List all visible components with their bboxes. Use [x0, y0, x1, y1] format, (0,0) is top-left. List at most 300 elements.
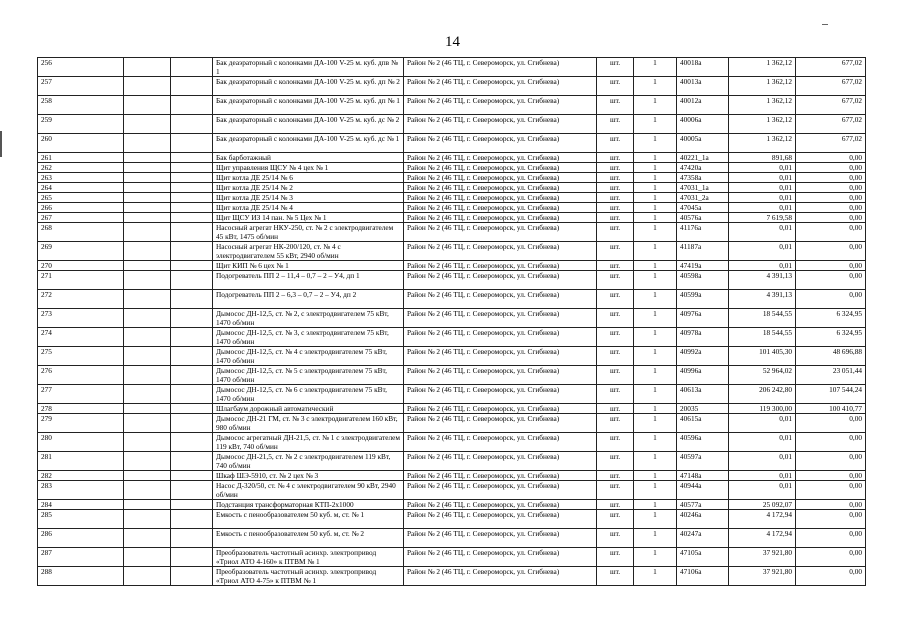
- empty-cell: [124, 328, 171, 347]
- item-location: Район № 2 (46 ТЦ, г. Североморск, ул. Сгибнева): [404, 471, 597, 481]
- item-location: Район № 2 (46 ТЦ, г. Североморск, ул. Сгибнева): [404, 500, 597, 510]
- inventory-number: 47105а: [677, 548, 729, 567]
- initial-value: 0,01: [729, 452, 796, 471]
- item-name: Шлагбаум дорожный автоматический: [213, 404, 404, 414]
- empty-cell: [124, 529, 171, 548]
- residual-value: 48 696,88: [796, 347, 866, 366]
- table-row: [38, 173, 866, 183]
- initial-value: 0,01: [729, 481, 796, 500]
- residual-value: 0,00: [796, 471, 866, 481]
- table-row: [38, 271, 866, 290]
- residual-value: 0,00: [796, 567, 866, 586]
- item-unit: шт.: [597, 510, 634, 529]
- row-number: 271: [38, 271, 124, 290]
- empty-cell: [171, 328, 213, 347]
- empty-cell: [124, 500, 171, 510]
- empty-cell: [171, 414, 213, 433]
- item-quantity: 1: [634, 183, 677, 193]
- empty-cell: [124, 404, 171, 414]
- item-name: Дымосос ДН-12,5, ст. № 6 с электродвигателем 75 кВт, 1470 об/мин: [213, 385, 404, 404]
- item-location: Район № 2 (46 ТЦ, г. Североморск, ул. Сгибнева): [404, 529, 597, 548]
- residual-value: 0,00: [796, 261, 866, 271]
- empty-cell: [124, 96, 171, 115]
- table-row: [38, 261, 866, 271]
- item-quantity: 1: [634, 548, 677, 567]
- inventory-table: [37, 57, 866, 586]
- item-name: Преобразователь частотный асинхр. электропривод «Триол АТО 4-160» к ПТВМ № 1: [213, 548, 404, 567]
- empty-cell: [124, 183, 171, 193]
- residual-value: 677,02: [796, 134, 866, 153]
- inventory-number: 40247а: [677, 529, 729, 548]
- initial-value: 0,01: [729, 414, 796, 433]
- residual-value: 0,00: [796, 452, 866, 471]
- empty-cell: [171, 366, 213, 385]
- residual-value: 0,00: [796, 223, 866, 242]
- empty-cell: [124, 77, 171, 96]
- row-number: 281: [38, 452, 124, 471]
- binding-mark: [0, 131, 2, 157]
- item-location: Район № 2 (46 ТЦ, г. Североморск, ул. Сгибнева): [404, 183, 597, 193]
- initial-value: 18 544,55: [729, 309, 796, 328]
- item-quantity: 1: [634, 134, 677, 153]
- row-number: 275: [38, 347, 124, 366]
- residual-value: 0,00: [796, 242, 866, 261]
- row-number: 257: [38, 77, 124, 96]
- table-row: [38, 163, 866, 173]
- item-location: Район № 2 (46 ТЦ, г. Североморск, ул. Сгибнева): [404, 115, 597, 134]
- empty-cell: [171, 271, 213, 290]
- inventory-number: 40976а: [677, 309, 729, 328]
- item-name: Щит котла ДЕ 25/14 № 3: [213, 193, 404, 203]
- table-row: [38, 366, 866, 385]
- empty-cell: [124, 115, 171, 134]
- row-number: 283: [38, 481, 124, 500]
- row-number: 266: [38, 203, 124, 213]
- item-unit: шт.: [597, 213, 634, 223]
- empty-cell: [171, 510, 213, 529]
- empty-cell: [124, 290, 171, 309]
- initial-value: 891,68: [729, 153, 796, 163]
- empty-cell: [124, 366, 171, 385]
- initial-value: 0,01: [729, 242, 796, 261]
- item-location: Район № 2 (46 ТЦ, г. Североморск, ул. Сгибнева): [404, 414, 597, 433]
- row-number: 263: [38, 173, 124, 183]
- item-unit: шт.: [597, 58, 634, 77]
- item-location: Район № 2 (46 ТЦ, г. Североморск, ул. Сгибнева): [404, 96, 597, 115]
- item-location: Район № 2 (46 ТЦ, г. Североморск, ул. Сгибнева): [404, 567, 597, 586]
- empty-cell: [124, 347, 171, 366]
- row-number: 262: [38, 163, 124, 173]
- item-quantity: 1: [634, 290, 677, 309]
- residual-value: 0,00: [796, 193, 866, 203]
- residual-value: 0,00: [796, 510, 866, 529]
- empty-cell: [124, 173, 171, 183]
- inventory-number: 40596а: [677, 433, 729, 452]
- item-location: Район № 2 (46 ТЦ, г. Североморск, ул. Сгибнева): [404, 366, 597, 385]
- residual-value: 0,00: [796, 213, 866, 223]
- initial-value: 37 921,80: [729, 567, 796, 586]
- item-name: Преобразователь частотный асинхр. электропривод «Триол АТО 4-75» к ПТВМ № 1: [213, 567, 404, 586]
- residual-value: 0,00: [796, 529, 866, 548]
- item-name: Насос Д-320/50, ст. № 4 с электродвигателем 90 кВт, 2940 об/мин: [213, 481, 404, 500]
- item-quantity: 1: [634, 328, 677, 347]
- table-row: [38, 481, 866, 500]
- residual-value: 677,02: [796, 115, 866, 134]
- initial-value: 0,01: [729, 261, 796, 271]
- item-unit: шт.: [597, 290, 634, 309]
- item-location: Район № 2 (46 ТЦ, г. Североморск, ул. Сгибнева): [404, 385, 597, 404]
- initial-value: 1 362,12: [729, 77, 796, 96]
- inventory-number: 41187а: [677, 242, 729, 261]
- initial-value: 25 092,07: [729, 500, 796, 510]
- row-number: 268: [38, 223, 124, 242]
- item-unit: шт.: [597, 548, 634, 567]
- table-row: [38, 290, 866, 309]
- row-number: 282: [38, 471, 124, 481]
- empty-cell: [171, 347, 213, 366]
- item-quantity: 1: [634, 173, 677, 183]
- table-row: [38, 471, 866, 481]
- item-location: Район № 2 (46 ТЦ, г. Североморск, ул. Сгибнева): [404, 328, 597, 347]
- empty-cell: [171, 433, 213, 452]
- initial-value: 52 964,02: [729, 366, 796, 385]
- item-name: Дымосос ДН-12,5, ст. № 2, с электродвигателем 75 кВт, 1470 об/мин: [213, 309, 404, 328]
- row-number: 264: [38, 183, 124, 193]
- item-location: Район № 2 (46 ТЦ, г. Североморск, ул. Сгибнева): [404, 173, 597, 183]
- item-quantity: 1: [634, 481, 677, 500]
- table-row: [38, 404, 866, 414]
- empty-cell: [171, 548, 213, 567]
- row-number: 265: [38, 193, 124, 203]
- empty-cell: [171, 213, 213, 223]
- item-name: Насосный агрегат НК-200/120, ст. № 4 с электродвигателем 55 кВт, 2940 об/мин: [213, 242, 404, 261]
- scan-mark: [822, 24, 828, 25]
- residual-value: 0,00: [796, 173, 866, 183]
- empty-cell: [124, 134, 171, 153]
- initial-value: 0,01: [729, 163, 796, 173]
- residual-value: 0,00: [796, 153, 866, 163]
- item-name: Дымосос ДН-12,5, ст. № 5 с электродвигателем 75 кВт, 1470 об/мин: [213, 366, 404, 385]
- item-location: Район № 2 (46 ТЦ, г. Североморск, ул. Сгибнева): [404, 242, 597, 261]
- item-quantity: 1: [634, 500, 677, 510]
- item-unit: шт.: [597, 183, 634, 193]
- initial-value: 1 362,12: [729, 58, 796, 77]
- item-unit: шт.: [597, 347, 634, 366]
- item-unit: шт.: [597, 529, 634, 548]
- table-row: [38, 193, 866, 203]
- table-row: [38, 223, 866, 242]
- empty-cell: [124, 548, 171, 567]
- empty-cell: [124, 510, 171, 529]
- item-quantity: 1: [634, 452, 677, 471]
- row-number: 277: [38, 385, 124, 404]
- initial-value: 1 362,12: [729, 115, 796, 134]
- item-quantity: 1: [634, 163, 677, 173]
- inventory-number: 40598а: [677, 271, 729, 290]
- item-location: Район № 2 (46 ТЦ, г. Североморск, ул. Сгибнева): [404, 309, 597, 328]
- empty-cell: [124, 163, 171, 173]
- item-name: Подогреватель ПП 2 – 11,4 – 0,7 – 2 – У4, дп 1: [213, 271, 404, 290]
- item-unit: шт.: [597, 328, 634, 347]
- empty-cell: [124, 309, 171, 328]
- empty-cell: [171, 481, 213, 500]
- inventory-number: 40246а: [677, 510, 729, 529]
- item-unit: шт.: [597, 309, 634, 328]
- table-row: [38, 213, 866, 223]
- residual-value: 677,02: [796, 58, 866, 77]
- item-quantity: 1: [634, 58, 677, 77]
- inventory-number: 41176а: [677, 223, 729, 242]
- residual-value: 0,00: [796, 183, 866, 193]
- inventory-number: 20035: [677, 404, 729, 414]
- residual-value: 677,02: [796, 77, 866, 96]
- empty-cell: [171, 385, 213, 404]
- row-number: 270: [38, 261, 124, 271]
- empty-cell: [124, 242, 171, 261]
- empty-cell: [124, 433, 171, 452]
- item-location: Район № 2 (46 ТЦ, г. Североморск, ул. Сгибнева): [404, 290, 597, 309]
- empty-cell: [171, 567, 213, 586]
- row-number: 272: [38, 290, 124, 309]
- row-number: 280: [38, 433, 124, 452]
- item-location: Район № 2 (46 ТЦ, г. Североморск, ул. Сгибнева): [404, 213, 597, 223]
- empty-cell: [171, 452, 213, 471]
- initial-value: 18 544,55: [729, 328, 796, 347]
- item-quantity: 1: [634, 115, 677, 134]
- residual-value: 0,00: [796, 414, 866, 433]
- item-location: Район № 2 (46 ТЦ, г. Североморск, ул. Сгибнева): [404, 77, 597, 96]
- table-row: [38, 500, 866, 510]
- table-row: [38, 548, 866, 567]
- item-unit: шт.: [597, 96, 634, 115]
- initial-value: 4 172,94: [729, 529, 796, 548]
- empty-cell: [171, 261, 213, 271]
- item-location: Район № 2 (46 ТЦ, г. Североморск, ул. Сгибнева): [404, 58, 597, 77]
- inventory-number: 40992а: [677, 347, 729, 366]
- empty-cell: [124, 261, 171, 271]
- item-location: Район № 2 (46 ТЦ, г. Североморск, ул. Сгибнева): [404, 203, 597, 213]
- inventory-number: 40013а: [677, 77, 729, 96]
- inventory-number: 47358а: [677, 173, 729, 183]
- item-name: Дымосос ДН-21 ГМ, ст. № 3 с электродвигателем 160 кВт, 980 об/мин: [213, 414, 404, 433]
- initial-value: 1 362,12: [729, 96, 796, 115]
- initial-value: 4 172,94: [729, 510, 796, 529]
- item-unit: шт.: [597, 242, 634, 261]
- row-number: 261: [38, 153, 124, 163]
- table-row: [38, 134, 866, 153]
- item-unit: шт.: [597, 366, 634, 385]
- table-row: [38, 242, 866, 261]
- item-quantity: 1: [634, 385, 677, 404]
- initial-value: 0,01: [729, 193, 796, 203]
- empty-cell: [171, 500, 213, 510]
- inventory-number: 40576а: [677, 213, 729, 223]
- item-quantity: 1: [634, 510, 677, 529]
- table-row: [38, 203, 866, 213]
- item-quantity: 1: [634, 193, 677, 203]
- item-unit: шт.: [597, 77, 634, 96]
- empty-cell: [171, 183, 213, 193]
- empty-cell: [124, 385, 171, 404]
- item-unit: шт.: [597, 385, 634, 404]
- item-unit: шт.: [597, 567, 634, 586]
- inventory-number: 40577а: [677, 500, 729, 510]
- item-location: Район № 2 (46 ТЦ, г. Североморск, ул. Сгибнева): [404, 433, 597, 452]
- residual-value: 0,00: [796, 290, 866, 309]
- item-unit: шт.: [597, 163, 634, 173]
- item-location: Район № 2 (46 ТЦ, г. Североморск, ул. Сгибнева): [404, 271, 597, 290]
- item-location: Район № 2 (46 ТЦ, г. Североморск, ул. Сгибнева): [404, 347, 597, 366]
- empty-cell: [171, 290, 213, 309]
- empty-cell: [171, 404, 213, 414]
- inventory-number: 47031_1а: [677, 183, 729, 193]
- item-quantity: 1: [634, 77, 677, 96]
- empty-cell: [171, 471, 213, 481]
- residual-value: 107 544,24: [796, 385, 866, 404]
- item-name: Емкость с пенообразователем 50 куб. м, ст. № 2: [213, 529, 404, 548]
- row-number: 273: [38, 309, 124, 328]
- item-quantity: 1: [634, 96, 677, 115]
- inventory-number: 47148а: [677, 471, 729, 481]
- empty-cell: [171, 193, 213, 203]
- row-number: 276: [38, 366, 124, 385]
- empty-cell: [124, 567, 171, 586]
- item-location: Район № 2 (46 ТЦ, г. Североморск, ул. Сгибнева): [404, 163, 597, 173]
- empty-cell: [124, 481, 171, 500]
- inventory-number: 40996а: [677, 366, 729, 385]
- item-quantity: 1: [634, 153, 677, 163]
- residual-value: 0,00: [796, 433, 866, 452]
- empty-cell: [171, 153, 213, 163]
- empty-cell: [171, 309, 213, 328]
- empty-cell: [171, 242, 213, 261]
- item-unit: шт.: [597, 153, 634, 163]
- residual-value: 0,00: [796, 548, 866, 567]
- initial-value: 0,01: [729, 183, 796, 193]
- item-location: Район № 2 (46 ТЦ, г. Североморск, ул. Сгибнева): [404, 481, 597, 500]
- initial-value: 206 242,80: [729, 385, 796, 404]
- table-row: [38, 328, 866, 347]
- item-name: Щит котла ДЕ 25/14 № 4: [213, 203, 404, 213]
- item-name: Дымосос ДН-12,5, ст. № 3, с электродвигателем 75 кВт, 1470 об/мин: [213, 328, 404, 347]
- item-quantity: 1: [634, 414, 677, 433]
- item-quantity: 1: [634, 529, 677, 548]
- item-quantity: 1: [634, 567, 677, 586]
- item-quantity: 1: [634, 271, 677, 290]
- residual-value: 0,00: [796, 203, 866, 213]
- inventory-number: 40615а: [677, 414, 729, 433]
- page-number: 14: [445, 34, 460, 50]
- initial-value: 1 362,12: [729, 134, 796, 153]
- table-row: [38, 115, 866, 134]
- item-location: Район № 2 (46 ТЦ, г. Североморск, ул. Сгибнева): [404, 153, 597, 163]
- initial-value: 119 300,00: [729, 404, 796, 414]
- inventory-number: 40599а: [677, 290, 729, 309]
- inventory-number: 40597а: [677, 452, 729, 471]
- empty-cell: [124, 193, 171, 203]
- item-location: Район № 2 (46 ТЦ, г. Североморск, ул. Сгибнева): [404, 452, 597, 471]
- inventory-number: 47031_2а: [677, 193, 729, 203]
- item-unit: шт.: [597, 223, 634, 242]
- item-quantity: 1: [634, 366, 677, 385]
- item-name: Бак деаэраторный с колонками ДА-100 V-25 м. куб. дп № 1: [213, 96, 404, 115]
- initial-value: 0,01: [729, 433, 796, 452]
- item-location: Район № 2 (46 ТЦ, г. Североморск, ул. Сгибнева): [404, 548, 597, 567]
- row-number: 278: [38, 404, 124, 414]
- residual-value: 100 410,77: [796, 404, 866, 414]
- item-unit: шт.: [597, 452, 634, 471]
- item-unit: шт.: [597, 471, 634, 481]
- inventory-number: 40012а: [677, 96, 729, 115]
- inventory-number: 40221_1а: [677, 153, 729, 163]
- empty-cell: [171, 223, 213, 242]
- item-name: Подогреватель ПП 2 – 6,3 – 0,7 – 2 – У4, дп 2: [213, 290, 404, 309]
- item-unit: шт.: [597, 481, 634, 500]
- empty-cell: [124, 223, 171, 242]
- inventory-number: 40613а: [677, 385, 729, 404]
- empty-cell: [171, 77, 213, 96]
- item-quantity: 1: [634, 213, 677, 223]
- table-row: [38, 385, 866, 404]
- item-unit: шт.: [597, 404, 634, 414]
- item-unit: шт.: [597, 134, 634, 153]
- empty-cell: [124, 271, 171, 290]
- residual-value: 0,00: [796, 500, 866, 510]
- empty-cell: [171, 96, 213, 115]
- item-name: Бак барботажный: [213, 153, 404, 163]
- table-row: [38, 96, 866, 115]
- item-quantity: 1: [634, 203, 677, 213]
- inventory-number: 47419а: [677, 261, 729, 271]
- item-location: Район № 2 (46 ТЦ, г. Североморск, ул. Сгибнева): [404, 193, 597, 203]
- initial-value: 0,01: [729, 223, 796, 242]
- inventory-number: 47420а: [677, 163, 729, 173]
- item-name: Щит КИП № 6 цех № 1: [213, 261, 404, 271]
- item-name: Бак деаэраторный с колонками ДА-100 V-25 м. куб. дс № 1: [213, 134, 404, 153]
- table-row: [38, 529, 866, 548]
- item-name: Дымосос ДН-12,5, ст. № 4 с электродвигателем 75 кВт, 1470 об/мин: [213, 347, 404, 366]
- table-row: [38, 58, 866, 77]
- inventory-number: 40006а: [677, 115, 729, 134]
- row-number: 285: [38, 510, 124, 529]
- residual-value: 677,02: [796, 96, 866, 115]
- table-row: [38, 183, 866, 193]
- inventory-number: 40944а: [677, 481, 729, 500]
- item-unit: шт.: [597, 193, 634, 203]
- item-name: Шкаф ШЭ-5910, ст. № 2 цех № 3: [213, 471, 404, 481]
- empty-cell: [171, 58, 213, 77]
- initial-value: 4 391,13: [729, 290, 796, 309]
- inventory-number: 40978а: [677, 328, 729, 347]
- table-row: [38, 510, 866, 529]
- row-number: 288: [38, 567, 124, 586]
- item-unit: шт.: [597, 500, 634, 510]
- item-unit: шт.: [597, 414, 634, 433]
- item-unit: шт.: [597, 433, 634, 452]
- empty-cell: [171, 163, 213, 173]
- initial-value: 0,01: [729, 471, 796, 481]
- item-unit: шт.: [597, 115, 634, 134]
- item-unit: шт.: [597, 173, 634, 183]
- item-name: Емкость с пенообразователем 50 куб. м, ст. № 1: [213, 510, 404, 529]
- item-name: Подстанция трансформаторная КТП-2х1000: [213, 500, 404, 510]
- residual-value: 6 324,95: [796, 328, 866, 347]
- row-number: 267: [38, 213, 124, 223]
- item-name: Дымосос ДН-21,5, ст. № 2 с электродвигателем 119 кВт, 740 об/мин: [213, 452, 404, 471]
- item-name: Щит котла ДЕ 25/14 № 6: [213, 173, 404, 183]
- row-number: 284: [38, 500, 124, 510]
- item-name: Щит ЩСУ ИЗ 14 пан. № 5 Цех № 1: [213, 213, 404, 223]
